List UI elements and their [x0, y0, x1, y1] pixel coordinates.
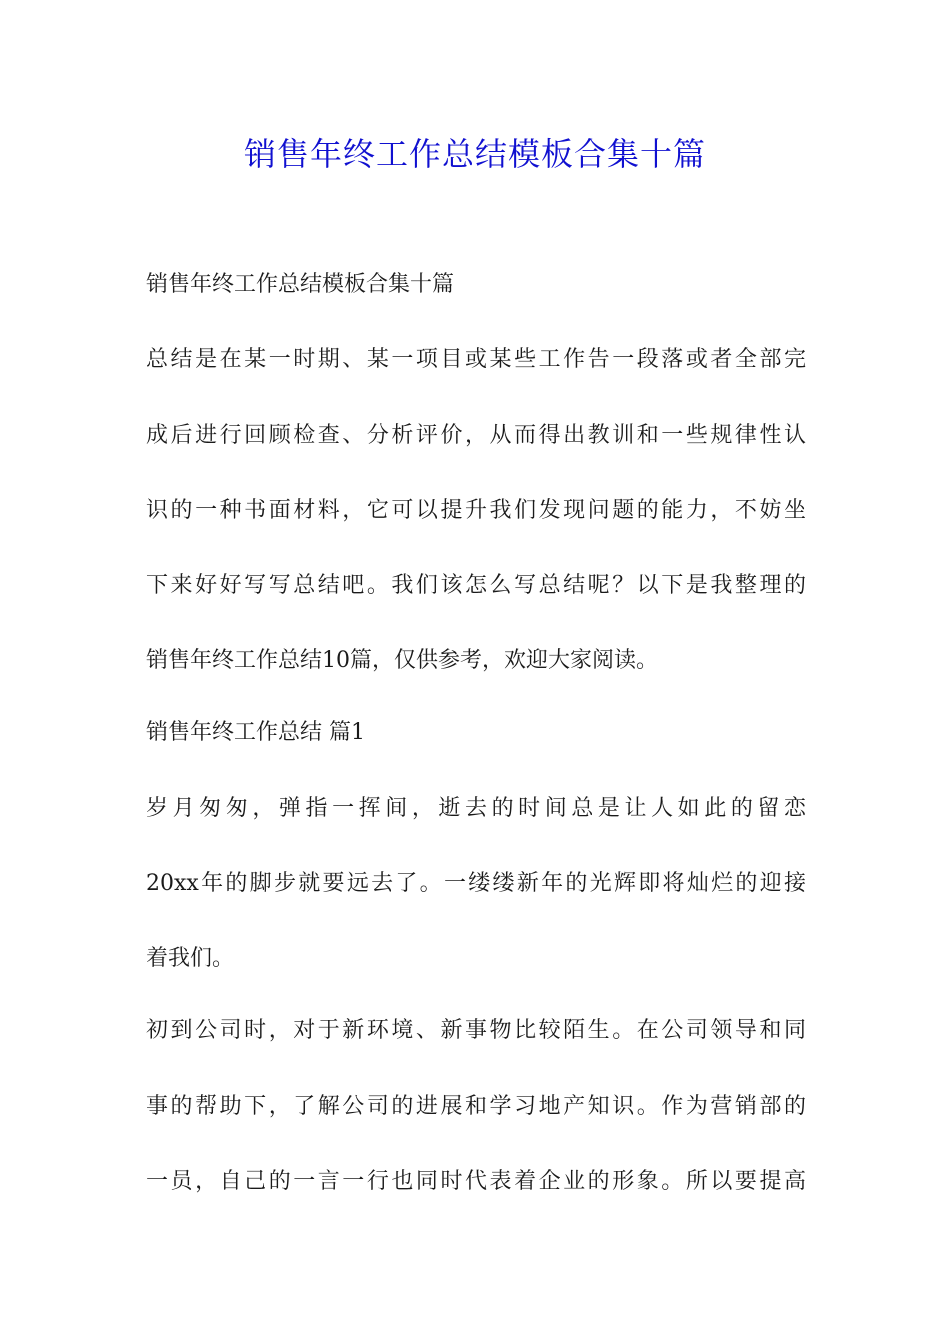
- body-line: 着我们。: [146, 946, 235, 971]
- body-line: 下来好好写写总结吧。我们该怎么写总结呢？以下是我整理的: [146, 573, 806, 598]
- section-heading: 销售年终工作总结 篇1: [146, 720, 365, 745]
- body-line: 成后进行回顾检查、分析评价，从而得出教训和一些规律性认: [146, 423, 806, 448]
- body-line: 识的一种书面材料，它可以提升我们发现问题的能力，不妨坐: [146, 498, 806, 523]
- body-line: 事的帮助下，了解公司的进展和学习地产知识。作为营销部的: [146, 1094, 806, 1119]
- body-line: 岁月匆匆，弹指一挥间，逝去的时间总是让人如此的留恋: [146, 796, 806, 821]
- body-line: 初到公司时，对于新环境、新事物比较陌生。在公司领导和同: [146, 1018, 806, 1043]
- body-line: 一员，自己的一言一行也同时代表着企业的形象。所以要提高: [146, 1169, 806, 1194]
- subtitle-line: 销售年终工作总结模板合集十篇: [146, 272, 455, 297]
- document-title: 销售年终工作总结模板合集十篇: [243, 135, 706, 173]
- body-line: 销售年终工作总结10篇，仅供参考，欢迎大家阅读。: [146, 648, 658, 673]
- body-line: 总结是在某一时期、某一项目或某些工作告一段落或者全部完: [146, 347, 806, 372]
- body-line: 20xx年的脚步就要远去了。一缕缕新年的光辉即将灿烂的迎接: [146, 871, 806, 896]
